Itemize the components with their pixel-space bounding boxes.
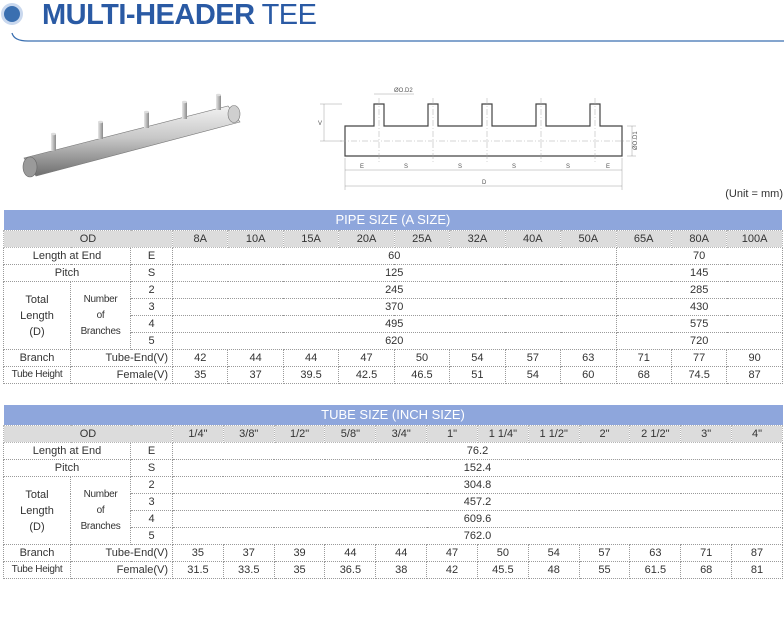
pipe-size-cell: 20A [339,231,394,248]
value-cell: 36.5 [325,562,376,579]
female-label: Female(V) [71,562,173,579]
tube-size-cell: 1 1/4" [477,426,528,443]
tube-end-label: Tube-End(V) [71,545,173,562]
value-cell: 44 [228,350,283,367]
drawing-s-label-2: S [458,164,463,170]
branch-count: 5 [131,333,173,350]
value-cell: 430 [616,299,782,316]
tube-length-at-end-row [4,443,783,460]
value-cell: 46.5 [394,367,449,384]
tube-height-label: Tube Height [4,367,71,384]
value-cell: 87 [727,367,782,384]
pipe-pitch-row [4,265,783,282]
tube-table-band [4,405,783,426]
drawing-od2-label: ØO.D2 [394,88,413,94]
header-underline [0,31,784,45]
value-cell: 35 [274,562,325,579]
pipe-size-cell: 80A [671,231,726,248]
tube-size-cell: 1/4" [173,426,224,443]
pipe-size-cell: 32A [450,231,505,248]
tube-size-cell: 3/8" [223,426,274,443]
tube-od-row [4,426,783,443]
pipe-table-band [4,210,783,231]
branch-label: Branch [4,545,71,562]
pipe-size-cell: 10A [228,231,283,248]
branch-count: 5 [131,528,173,545]
value-cell: 70 [616,248,782,265]
value-cell: 63 [561,350,616,367]
page-title [42,0,317,32]
value-cell: 44 [325,545,376,562]
value-cell: 609.6 [173,511,783,528]
value-cell: 61.5 [630,562,681,579]
branch-label: Branch [4,350,71,367]
drawing-s-label-1: S [404,164,409,170]
pipe-size-table [3,210,783,384]
number-of-branches-label: Number of Branches [71,477,131,545]
value-cell: 495 [173,316,617,333]
value-cell: 575 [616,316,782,333]
tube-size-table [3,405,783,579]
value-cell: 68 [616,367,671,384]
tube-table-title: TUBE SIZE (INCH SIZE) [4,405,783,426]
total-length-label: Total Length (D) [4,477,71,545]
title-bullet-icon [4,6,20,22]
value-cell: 54 [450,350,505,367]
tube-size-cell: 3/4" [376,426,427,443]
value-cell: 31.5 [173,562,224,579]
value-cell: 44 [376,545,427,562]
value-cell: 47 [427,545,478,562]
value-cell: 57 [505,350,560,367]
row-label: Length at End [4,443,131,460]
value-cell: 87 [732,545,783,562]
technical-drawing [312,82,642,192]
branch-count: 4 [131,316,173,333]
value-cell: 125 [173,265,617,282]
value-cell: 47 [339,350,394,367]
tube-size-cell: 5/8" [325,426,376,443]
tube-pitch-row [4,460,783,477]
value-cell: 50 [394,350,449,367]
number-of-branches-label: Number of Branches [71,282,131,350]
title-bold: MULTI-HEADER [42,0,255,31]
drawing-s-label-3: S [512,164,517,170]
pipe-size-cell: 25A [394,231,449,248]
value-cell: 38 [376,562,427,579]
branch-count: 2 [131,477,173,494]
value-cell: 370 [173,299,617,316]
row-label: Pitch [4,265,131,282]
value-cell: 81 [732,562,783,579]
pipe-size-cell: 40A [505,231,560,248]
value-cell: 285 [616,282,782,299]
tube-height-label: Tube Height [4,562,71,579]
pipe-size-cell: 50A [561,231,616,248]
drawing-s-label-4: S [566,164,571,170]
value-cell: 35 [173,545,224,562]
tube-total-length-row [4,477,783,494]
value-cell: 152.4 [173,460,783,477]
row-symbol: S [131,460,173,477]
tube-size-cell: 1 1/2" [528,426,579,443]
pipe-size-cell: 100A [727,231,782,248]
row-label: Pitch [4,460,131,477]
value-cell: 245 [173,282,617,299]
tube-female-row [4,562,783,579]
pipe-size-cell: 65A [616,231,671,248]
row-symbol: S [131,265,173,282]
value-cell: 71 [616,350,671,367]
title-light: TEE [254,0,317,31]
value-cell: 145 [616,265,782,282]
value-cell: 44 [283,350,338,367]
value-cell: 71 [681,545,732,562]
value-cell: 63 [630,545,681,562]
tube-size-cell: 2" [579,426,630,443]
pipe-female-row [4,367,783,384]
value-cell: 37 [223,545,274,562]
value-cell: 42 [427,562,478,579]
branch-count: 4 [131,511,173,528]
tube-size-cell: 2 1/2" [630,426,681,443]
value-cell: 50 [477,545,528,562]
tube-end-label: Tube-End(V) [71,350,173,367]
value-cell: 762.0 [173,528,783,545]
value-cell: 77 [671,350,726,367]
value-cell: 620 [173,333,617,350]
value-cell: 68 [681,562,732,579]
value-cell: 90 [727,350,782,367]
value-cell: 37 [228,367,283,384]
value-cell: 54 [528,545,579,562]
value-cell: 76.2 [173,443,783,460]
value-cell: 74.5 [671,367,726,384]
value-cell: 42.5 [339,367,394,384]
pipe-table-title: PIPE SIZE (A SIZE) [4,210,783,231]
pipe-od-row [4,231,783,248]
pipe-length-at-end-row [4,248,783,265]
tube-size-cell: 1/2" [274,426,325,443]
pipe-od-label: OD [4,231,173,248]
value-cell: 39.5 [283,367,338,384]
drawing-od1-label: ØO.D1 [633,131,639,150]
value-cell: 60 [173,248,617,265]
value-cell: 720 [616,333,782,350]
tube-size-cell: 1" [427,426,478,443]
pipe-size-cell: 8A [173,231,228,248]
row-symbol: E [131,248,173,265]
branch-count: 3 [131,494,173,511]
tube-tube-end-row [4,545,783,562]
value-cell: 33.5 [223,562,274,579]
drawing-v-label: V [318,121,323,127]
pipe-total-length-row [4,282,783,299]
pipe-size-cell: 15A [283,231,338,248]
value-cell: 42 [173,350,228,367]
value-cell: 60 [561,367,616,384]
total-length-label: Total Length (D) [4,282,71,350]
unit-note: (Unit = mm) [725,188,783,200]
pipe-tube-end-row [4,350,783,367]
row-label: Length at End [4,248,131,265]
value-cell: 48 [528,562,579,579]
branch-count: 2 [131,282,173,299]
multi-header-tee-illustration [18,92,248,192]
value-cell: 35 [173,367,228,384]
drawing-e-label-right: E [606,164,611,170]
value-cell: 457.2 [173,494,783,511]
drawing-d-label: D [482,180,487,186]
branch-count: 3 [131,299,173,316]
tube-od-label: OD [4,426,173,443]
drawing-e-label-left: E [360,164,365,170]
value-cell: 304.8 [173,477,783,494]
value-cell: 57 [579,545,630,562]
female-label: Female(V) [71,367,173,384]
tube-size-cell: 3" [681,426,732,443]
row-symbol: E [131,443,173,460]
value-cell: 45.5 [477,562,528,579]
tube-size-cell: 4" [732,426,783,443]
value-cell: 39 [274,545,325,562]
value-cell: 51 [450,367,505,384]
value-cell: 55 [579,562,630,579]
value-cell: 54 [505,367,560,384]
